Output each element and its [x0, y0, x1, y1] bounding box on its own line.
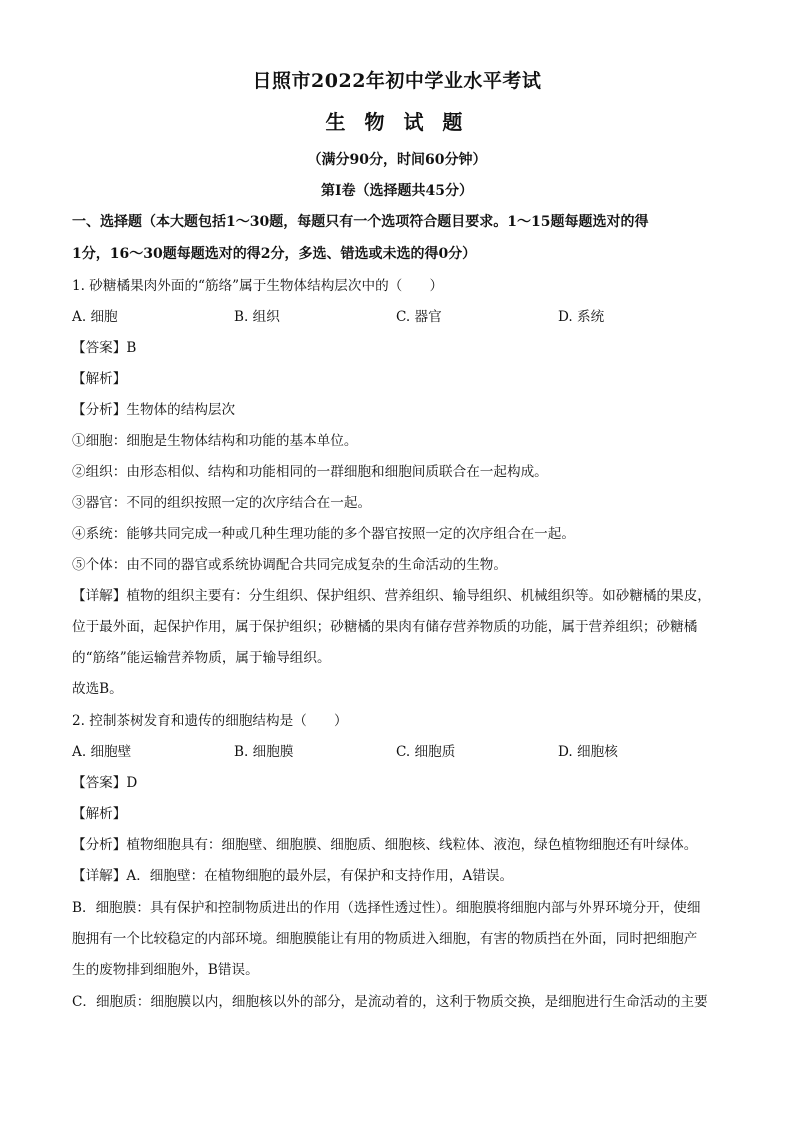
q1-point-3: ③器官：不同的组织按照一定的次序结合在一起。 [72, 495, 372, 511]
q1-point-1: ①细胞：细胞是生物体结构和功能的基本单位。 [72, 433, 358, 449]
q1-point-4: ④系统：能够共同完成一种或几种生理功能的多个器官按照一定的次序组合在一起。 [72, 526, 575, 542]
q2-answer: 【答案】D [72, 775, 138, 791]
q1-analysis: 【分析】生物体的结构层次 [72, 402, 236, 418]
q1-point-2: ②组织：由形态相似、结构和功能相同的一群细胞和细胞间质联合在一起构成。 [72, 464, 548, 480]
q2-option-b: B. 细胞膜 [234, 744, 294, 760]
q1-option-b: B. 组织 [234, 309, 280, 325]
q1-analysis-label: 【解析】 [72, 371, 127, 387]
q1-option-c: C. 器官 [396, 309, 442, 325]
q1-option-a: A. 细胞 [72, 309, 118, 325]
q1-detail-line-2: 位于最外面，起保护作用，属于保护组织；砂糖橘的果肉有储存营养物质的功能，属于营养组织；砂糖橘 [72, 619, 698, 635]
q1-option-d: D. 系统 [558, 309, 605, 325]
q1-answer: 【答案】B [72, 340, 137, 356]
exam-title: 日照市2022年初中学业水平考试 [252, 70, 542, 92]
q2-detail-line-1: 【详解】A．细胞壁：在植物细胞的最外层，有保护和支持作用，A错误。 [72, 868, 514, 884]
instructions-line-2: 1分，16～30题每题选对的得2分，多选、错选或未选的得0分） [72, 246, 477, 262]
question-1-stem: 1. 砂糖橘果肉外面的“筋络”属于生物体结构层次中的（ ） [72, 278, 444, 294]
q2-analysis: 【分析】植物细胞具有：细胞壁、细胞膜、细胞质、细胞核、线粒体、液泡，绿色植物细胞还有叶绿体。 [72, 837, 698, 853]
exam-subtitle: 生 物 试 题 [325, 110, 469, 134]
q2-detail-line-2: B．细胞膜：具有保护和控制物质进出的作用（选择性透过性）。细胞膜将细胞内部与外界环境分开，使细 [72, 900, 701, 916]
q2-detail-line-4: 生的废物排到细胞外，B错误。 [72, 962, 259, 978]
q2-detail-line-5: C．细胞质：细胞膜以内，细胞核以外的部分，是流动着的，这利于物质交换，是细胞进行生命活动的主要 [72, 994, 708, 1010]
question-2-stem: 2. 控制茶树发育和遗传的细胞结构是（ ） [72, 713, 348, 729]
q2-option-a: A. 细胞壁 [72, 744, 132, 760]
q2-analysis-label: 【解析】 [72, 806, 127, 822]
q1-detail-line-1: 【详解】植物的组织主要有：分生组织、保护组织、营养组织、输导组织、机械组织等。如砂糖橘的果皮， [72, 588, 711, 604]
instructions-line-1: 一、选择题（本大题包括1～30题，每题只有一个选项符合题目要求。1～15题每题选对的得 [72, 214, 649, 230]
q2-option-d: D. 细胞核 [558, 744, 618, 760]
section-heading: 第Ⅰ卷（选择题共45分） [320, 183, 474, 199]
q2-option-c: C. 细胞质 [396, 744, 456, 760]
score-time-note: （满分90分，时间60分钟） [307, 152, 487, 168]
q1-point-5: ⑤个体：由不同的器官或系统协调配合共同完成复杂的生命活动的生物。 [72, 557, 507, 573]
q1-detail-line-3: 的“筋络”能运输营养物质，属于输导组织。 [72, 650, 331, 666]
q1-conclusion: 故选B。 [72, 681, 123, 697]
q2-detail-line-3: 胞拥有一个比较稳定的内部环境。细胞膜能让有用的物质进入细胞，有害的物质挡在外面，同时把细胞产 [72, 931, 698, 947]
